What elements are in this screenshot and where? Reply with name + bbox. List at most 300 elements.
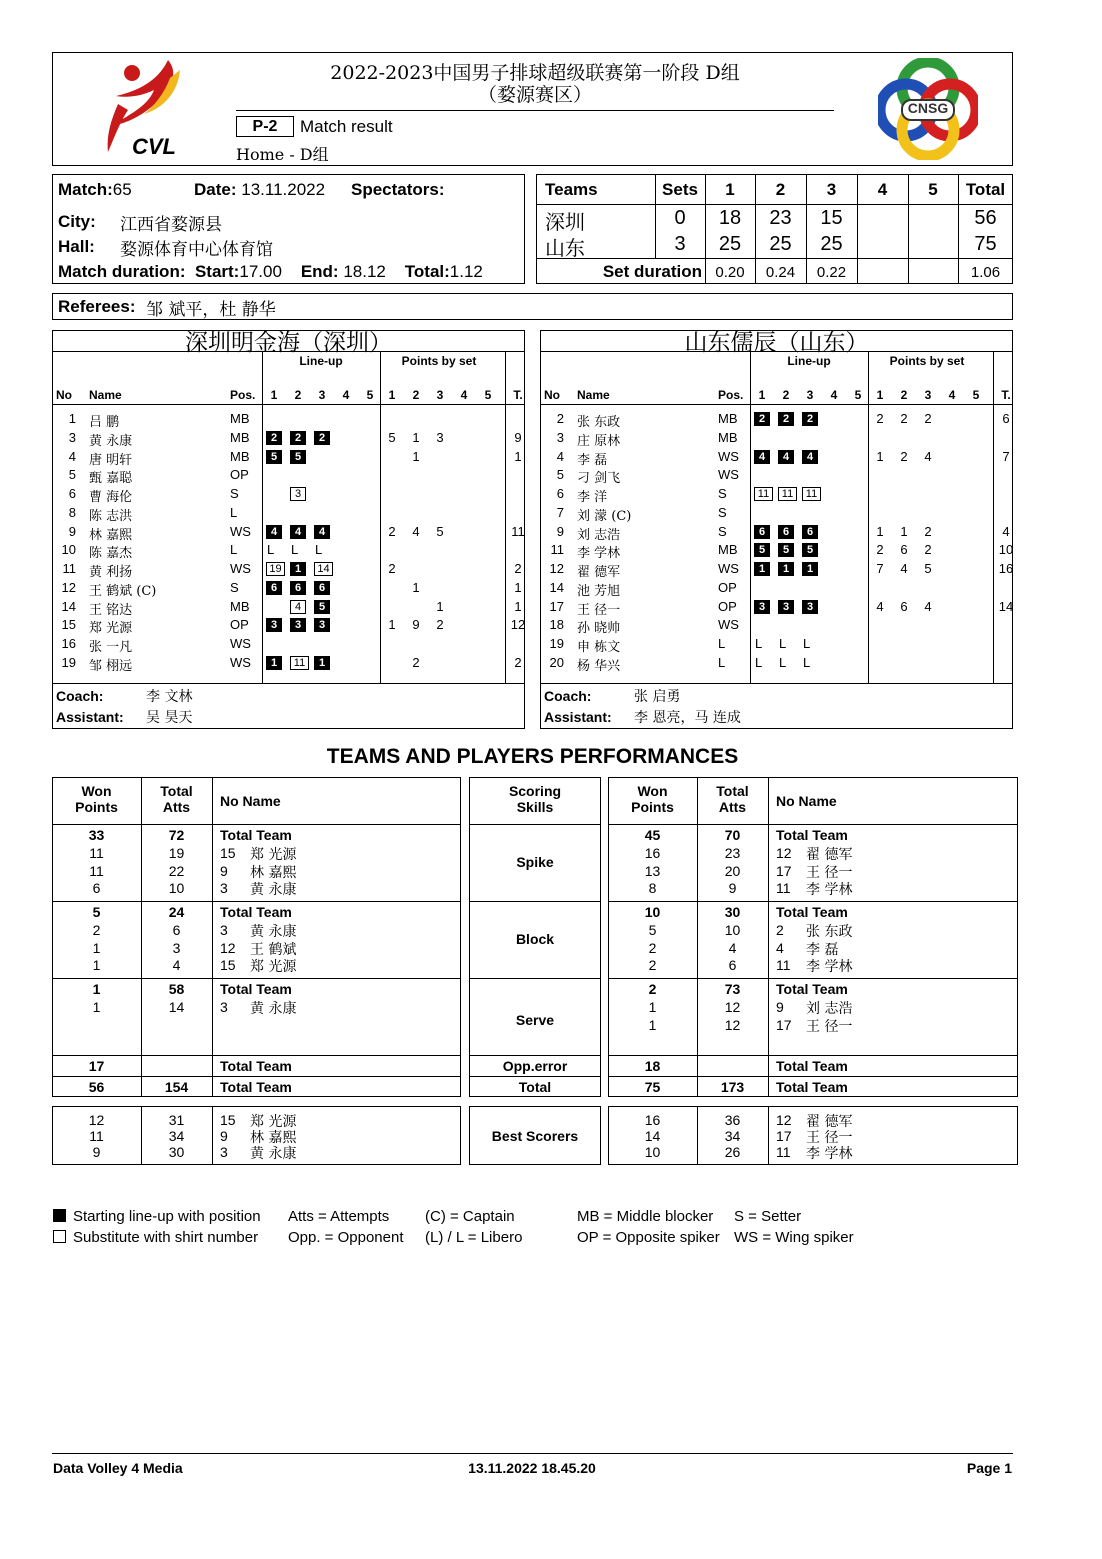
away-lineup-pos: 4 [778, 450, 794, 464]
away-player-no: 20 [549, 654, 564, 670]
home-h-pb-1: 1 [388, 388, 396, 402]
best-col-b [768, 1106, 769, 1165]
home-player-name: 林 嘉熙 [89, 527, 133, 543]
perf-away-player-no: 11 [776, 1144, 791, 1160]
away-player-name: 李 洋 [577, 490, 608, 505]
away-player-name: 孙 晓帅 [577, 621, 621, 637]
perf-away-player-name: 李 学林 [806, 882, 853, 898]
home-h-pb-5: 5 [484, 388, 492, 402]
perf-home-player-name: 黄 永康 [250, 1146, 297, 1162]
legend-libero: (L) / L = Libero [425, 1229, 523, 1246]
away-player-total: 7 [1002, 448, 1010, 464]
away-player-no: 11 [550, 542, 564, 558]
perf-home-won: 33 [88, 827, 105, 843]
perf-home-atts: 3 [172, 939, 181, 956]
away-h-lu-4: 4 [830, 388, 838, 402]
header-subtitle: （婺源赛区） [477, 84, 592, 106]
home-h-pbs: Points by set [401, 354, 477, 368]
perf-away-atts: 4 [728, 939, 737, 956]
home-player-no: 8 [68, 504, 76, 520]
perf-away-player-name: 李 学林 [806, 1146, 853, 1162]
perf-away-player-no: 9 [776, 999, 784, 1015]
away-player-name: 李 学林 [577, 546, 621, 562]
away-pbs-value: 4 [924, 598, 932, 614]
perf-home-player-no: 9 [220, 1128, 228, 1144]
perf-home-player-no: 3 [220, 1144, 228, 1160]
home-player-name: 陈 志洪 [89, 508, 133, 524]
home-player-no: 14 [61, 598, 76, 614]
perf-col-b [768, 777, 769, 1097]
perf-row-rule [608, 1076, 1018, 1077]
header-title: 2022-2023中国男子排球超级联赛第一阶段 D组 [330, 62, 740, 84]
perf-home-won: 6 [92, 880, 101, 896]
away-rule-d [540, 683, 1013, 684]
perf-away-player-name: 王 径一 [806, 1130, 853, 1146]
perf-home-atts: 14 [168, 999, 185, 1015]
away-player-pos: MB [718, 429, 738, 445]
home-lineup-pos: 5 [290, 450, 306, 464]
away-player-pos: L [718, 654, 726, 670]
home-player-no: 9 [68, 523, 76, 539]
score-t1-s2: 23 [769, 207, 792, 229]
perf-away-player-name: 刘 志浩 [806, 1001, 853, 1017]
home-h-lu-3: 3 [318, 388, 326, 402]
away-player-name: 王 径一 [577, 602, 621, 618]
legend-ws: WS = Wing spiker [734, 1229, 854, 1246]
away-h-lu-5: 5 [854, 388, 862, 402]
away-player-pos: MB [718, 411, 738, 426]
home-player-pos: WS [230, 654, 251, 670]
perf-home-h-atts: Total Atts [160, 783, 193, 815]
perf-away-atts: 10 [724, 922, 741, 938]
header-rule [236, 110, 834, 111]
perf-home-total-team: Total Team [220, 1079, 292, 1095]
away-lineup-pos: 2 [754, 412, 770, 426]
away-lineup-pos: 1 [754, 562, 770, 576]
home-lineup-pos: 14 [314, 562, 333, 576]
home-pbs-value: 4 [412, 523, 420, 539]
score-t1-s3: 15 [820, 207, 843, 229]
perf-home-player-name: 王 鹤斌 [250, 941, 297, 958]
perf-home-won: 1 [92, 957, 101, 973]
away-lineup-libero: L [755, 654, 763, 670]
perf-away-atts: 73 [724, 981, 741, 997]
perf-away-player-no: 17 [776, 1016, 792, 1033]
home-h-lineup: Line-up [299, 354, 343, 368]
perf-away-player-no: 11 [776, 957, 791, 973]
away-lineup-libero: L [755, 636, 763, 651]
away-player-no: 6 [556, 486, 564, 501]
perf-home-player-name: 黄 永康 [250, 882, 297, 898]
perf-home-player-no: 15 [220, 845, 236, 861]
perf-away-won: 16 [644, 1112, 661, 1128]
away-h-t: T. [1001, 388, 1011, 402]
home-h-lu-4: 4 [342, 388, 350, 402]
perf-home-won: 1 [92, 999, 101, 1015]
home-player-no: 19 [61, 654, 76, 670]
perf-home-player-name: 黄 永康 [250, 1001, 297, 1017]
home-lineup-pos: 2 [290, 431, 306, 445]
away-h-pb-3: 3 [924, 388, 932, 402]
away-pbs-value: 2 [876, 411, 884, 426]
away-player-pos: OP [718, 579, 737, 595]
perf-away-atts: 6 [728, 957, 737, 973]
home-lineup-pos: 4 [290, 600, 306, 614]
away-player-no: 5 [556, 467, 564, 483]
home-lineup-pos: 3 [266, 618, 282, 632]
home-rule-d [52, 683, 525, 684]
away-h-pos: Pos. [718, 388, 744, 402]
perf-home-won: 11 [89, 1128, 104, 1144]
perf-home-atts: 58 [168, 981, 185, 997]
home-player-pos: WS [230, 523, 251, 539]
perf-home-player-name: 郑 光源 [250, 847, 297, 863]
away-player-pos: WS [718, 561, 739, 576]
home-lineup-pos: 2 [314, 431, 330, 445]
perf-home-atts: 6 [172, 922, 181, 938]
perf-row-rule [608, 1055, 1018, 1056]
home-pbs-value: 1 [436, 598, 444, 614]
perf-home-atts: 4 [172, 957, 181, 973]
away-player-pos: OP [718, 598, 737, 614]
home-h-t: T. [513, 388, 523, 402]
away-pbs-value: 2 [924, 411, 932, 426]
score-h-3: 3 [826, 180, 837, 199]
footer-rule [52, 1453, 1013, 1454]
best-scorers-label: Best Scorers [491, 1128, 579, 1144]
perf-home-opp-total-team: Total Team [220, 1058, 292, 1074]
home-player-pos: MB [230, 411, 250, 426]
perf-home-atts: 10 [168, 880, 185, 896]
home-player-pos: OP [230, 617, 249, 633]
perf-home-total-team: Total Team [220, 904, 292, 920]
home-assistant: 吴 昊天 [146, 710, 193, 726]
home-player-pos: MB [230, 429, 250, 445]
home-lineup-pos: 1 [290, 562, 306, 576]
city-label: City: [58, 212, 96, 231]
perf-away-atts: 20 [724, 862, 741, 879]
away-player-total: 6 [1002, 411, 1010, 426]
perf-home-won: 5 [92, 904, 101, 920]
away-player-name: 李 磊 [577, 452, 608, 468]
away-player-pos: S [718, 504, 727, 520]
perf-away-won: 10 [644, 1144, 661, 1160]
away-player-no: 14 [549, 579, 564, 595]
away-rule-a [540, 351, 1013, 352]
home-player-name: 王 鹤斌 (C) [89, 583, 157, 599]
home-player-total: 2 [514, 654, 522, 670]
hall-label: Hall: [58, 237, 95, 256]
away-lineup-pos: 11 [802, 487, 821, 501]
home-player-total: 1 [514, 598, 522, 614]
perf-away-h-noname: No Name [776, 793, 837, 809]
away-lineup-pos: 5 [778, 543, 794, 557]
legend-captain: (C) = Captain [425, 1208, 515, 1225]
perf-home-h-won: Won Points [75, 783, 118, 815]
perf-away-atts: 12 [724, 999, 741, 1015]
home-lineup-libero: L [291, 542, 299, 558]
home-lineup-pos: 19 [266, 562, 285, 576]
legend-starting: Starting line-up with position [73, 1208, 261, 1225]
away-lineup-pos: 5 [802, 543, 818, 557]
home-h-pb-2: 2 [412, 388, 420, 402]
away-h-pb-5: 5 [972, 388, 980, 402]
perf-away-atts: 9 [728, 880, 737, 896]
away-lineup-pos: 5 [754, 543, 770, 557]
away-player-no: 17 [549, 598, 564, 614]
home-player-total: 11 [511, 523, 525, 539]
away-lineup-libero: L [779, 636, 787, 651]
perf-away-player-name: 翟 德军 [806, 1114, 853, 1130]
perf-home-won: 2 [92, 922, 101, 938]
home-lineup-pos: 4 [290, 525, 306, 539]
cvl-logo-text: CVL [132, 134, 176, 159]
perf-home-player-name: 林 嘉熙 [250, 1130, 297, 1146]
score-h-teams: Teams [545, 180, 598, 199]
perf-away-h-won: Won Points [631, 783, 674, 815]
away-lineup-pos: 11 [778, 487, 797, 501]
away-player-name: 刘 濛 (C) [577, 508, 632, 524]
away-coach-label: Coach: [544, 688, 592, 704]
perf-home-atts: 31 [168, 1112, 185, 1128]
home-pbs-value: 3 [436, 429, 444, 445]
home-player-no: 10 [61, 542, 76, 558]
score-h-5: 5 [928, 180, 938, 199]
home-lineup-pos: 1 [314, 656, 330, 670]
home-h-lu-5: 5 [366, 388, 374, 402]
away-pbs-value: 4 [876, 598, 884, 614]
legend-opp: Opp. = Opponent [288, 1229, 404, 1246]
home-lineup-libero: L [315, 542, 323, 558]
perf-home-atts: 34 [168, 1128, 185, 1144]
perf-away-atts: 30 [724, 904, 741, 920]
legend-mb: MB = Middle blocker [577, 1208, 714, 1225]
set-duration-label: Set duration [602, 262, 702, 281]
perf-row-rule [469, 901, 601, 902]
perf-away-player-no: 12 [776, 1112, 792, 1128]
away-lineup-libero: L [803, 654, 811, 670]
home-h-name: Name [89, 388, 122, 402]
away-pbs-value: 7 [876, 561, 884, 576]
perf-home-total-team: Total Team [220, 981, 292, 997]
perf-away-atts: 26 [724, 1144, 741, 1160]
away-player-total: 14 [998, 598, 1014, 614]
home-pbs-value: 1 [412, 579, 420, 595]
perf-home-player-no: 15 [220, 1112, 236, 1128]
perf-skill-spike: Spike [516, 853, 554, 870]
perf-away-won: 2 [648, 939, 657, 956]
perf-home-player-no: 15 [220, 957, 236, 973]
score-h-sets: Sets [662, 180, 698, 199]
away-pbs-value: 6 [900, 542, 908, 558]
home-pbs-value: 2 [412, 654, 420, 670]
away-lineup-pos: 4 [802, 450, 818, 464]
away-lineup-pos: 2 [802, 412, 818, 426]
home-coach-label: Coach: [56, 688, 104, 704]
perf-row-rule [608, 824, 1018, 825]
home-player-name: 陈 嘉杰 [89, 546, 133, 562]
footer-center: 13.11.2022 18.45.20 [468, 1460, 596, 1476]
perf-row-rule [52, 824, 461, 825]
perf-away-atts: 36 [724, 1112, 741, 1128]
perf-row-rule [52, 1076, 461, 1077]
home-player-name: 曹 海伦 [89, 490, 133, 505]
home-lineup-pos: 5 [314, 600, 330, 614]
referees-value: 邹 斌平，杜 静华 [146, 300, 276, 320]
perf-home-player-no: 9 [220, 862, 228, 879]
set-duration-2: 0.24 [765, 264, 796, 281]
home-player-total: 12 [510, 617, 526, 633]
doc-group: Home - D组 [236, 145, 329, 164]
perf-away-won: 45 [644, 827, 661, 843]
perf-skill-serve: Serve [515, 1012, 555, 1028]
perf-row-rule [608, 978, 1018, 979]
away-player-no: 19 [549, 636, 564, 651]
perf-home-won: 56 [88, 1079, 105, 1095]
away-player-pos: WS [718, 448, 739, 464]
footer-page: Page 1 [966, 1460, 1012, 1476]
score-t2-s2: 25 [769, 233, 792, 255]
perf-away-total-team: Total Team [776, 981, 848, 997]
perf-home-player-name: 林 嘉熙 [250, 864, 297, 881]
perf-away-opp-total-team: Total Team [776, 1058, 848, 1074]
away-assistant: 李 恩亮，马 连成 [634, 710, 741, 726]
home-lineup-pos: 1 [266, 656, 282, 670]
away-pbs-value: 2 [924, 542, 932, 558]
perf-row-rule [469, 824, 601, 825]
away-lineup-pos: 4 [754, 450, 770, 464]
away-player-no: 7 [556, 504, 564, 520]
home-lineup-pos: 6 [290, 581, 306, 595]
away-lineup-pos: 3 [754, 600, 770, 614]
perf-home-atts: 30 [168, 1144, 185, 1160]
home-player-name: 黄 利扬 [89, 565, 133, 580]
perf-away-player-no: 17 [776, 1128, 792, 1144]
doc-title: Match result [300, 117, 393, 136]
perf-away-won: 2 [648, 981, 657, 997]
score-t2-total: 75 [974, 233, 997, 255]
away-player-total: 4 [1002, 523, 1010, 539]
home-player-pos: WS [230, 561, 251, 576]
score-h-total: Total [965, 180, 1006, 199]
perf-away-won: 13 [644, 862, 661, 879]
away-h-lu-2: 2 [782, 388, 790, 402]
perf-home-atts: 154 [164, 1079, 189, 1095]
home-player-no: 4 [68, 448, 76, 464]
score-h-1: 1 [725, 180, 735, 199]
home-player-name: 吕 鹏 [89, 415, 120, 430]
home-player-no: 5 [68, 467, 76, 483]
perf-home-atts: 24 [168, 904, 185, 920]
perf-away-total-team: Total Team [776, 827, 848, 843]
perf-away-player-no: 12 [776, 845, 792, 861]
home-lineup-pos: 3 [290, 618, 306, 632]
score-t2-s3: 25 [820, 233, 843, 255]
home-lineup-pos: 6 [266, 581, 282, 595]
away-rule-c [540, 404, 1013, 405]
perf-row-rule [52, 978, 461, 979]
home-lineup-libero: L [267, 542, 275, 558]
perf-away-atts: 12 [724, 1016, 741, 1033]
set-duration-3: 0.22 [816, 264, 847, 281]
away-player-name: 翟 德军 [577, 565, 621, 580]
away-player-pos: S [718, 486, 727, 501]
perf-away-player-name: 翟 德军 [806, 847, 853, 863]
home-coach: 李 文林 [146, 689, 193, 705]
away-player-no: 12 [549, 561, 564, 576]
score-team-1: 深圳 [545, 210, 585, 234]
away-pbs-value: 1 [876, 523, 884, 539]
perf-away-player-no: 11 [776, 880, 791, 896]
perf-row-rule [469, 978, 601, 979]
perf-home-player-no: 3 [220, 880, 228, 896]
perf-home-h-noname: No Name [220, 793, 281, 809]
home-player-no: 15 [61, 617, 76, 633]
home-pbs-value: 2 [388, 561, 396, 576]
away-player-name: 杨 华兴 [577, 658, 621, 674]
away-player-total: 16 [998, 561, 1014, 576]
cnsg-logo-text: CNSG [907, 100, 949, 116]
away-h-pb-4: 4 [948, 388, 956, 402]
home-h-lu-2: 2 [294, 388, 302, 402]
perf-away-won: 16 [644, 845, 661, 861]
legend-sub-square [53, 1230, 66, 1243]
home-player-no: 12 [61, 579, 76, 595]
away-player-pos: MB [718, 542, 738, 558]
home-rule-a [52, 351, 525, 352]
home-pbs-value: 1 [412, 448, 420, 464]
perf-away-player-no: 17 [776, 862, 792, 879]
perf-away-won: 75 [644, 1079, 661, 1095]
away-lineup-pos: 2 [778, 412, 794, 426]
home-player-name: 黄 永康 [89, 433, 133, 449]
home-player-total: 1 [514, 579, 522, 595]
home-h-pb-4: 4 [460, 388, 468, 402]
score-h-2: 2 [775, 180, 786, 199]
away-player-name: 申 栋文 [577, 640, 621, 655]
home-pbs-value: 5 [436, 523, 444, 539]
away-player-pos: L [718, 636, 726, 651]
away-player-pos: WS [718, 467, 739, 483]
perf-away-atts: 23 [724, 845, 741, 861]
away-pbs-value: 6 [900, 598, 908, 614]
home-pbs-value: 5 [388, 429, 396, 445]
home-player-pos: L [230, 542, 238, 558]
perf-away-player-name: 张 东政 [806, 924, 853, 940]
home-player-no: 1 [68, 411, 76, 426]
home-h-pb-3: 3 [436, 388, 444, 402]
perf-row-rule [52, 901, 461, 902]
home-pbs-value: 9 [412, 617, 420, 633]
home-player-no: 3 [68, 429, 76, 445]
away-lineup-libero: L [803, 636, 811, 651]
perf-away-player-no: 4 [776, 939, 784, 956]
perf-row-rule [52, 1055, 461, 1056]
perf-away-total-team: Total Team [776, 1079, 848, 1095]
perf-away-won: 1 [648, 999, 657, 1015]
away-lineup-libero: L [779, 654, 787, 670]
away-player-name: 刘 志浩 [577, 527, 621, 543]
perf-home-won: 9 [92, 1144, 101, 1160]
home-player-pos: WS [230, 636, 251, 651]
home-h-lu-1: 1 [270, 388, 278, 402]
home-rule-c [52, 404, 525, 405]
away-pbs-value: 4 [900, 561, 908, 576]
home-player-total: 9 [514, 429, 522, 445]
perf-home-atts: 72 [168, 827, 185, 843]
home-pbs-value: 2 [436, 617, 444, 633]
home-lineup-pos: 4 [266, 525, 282, 539]
